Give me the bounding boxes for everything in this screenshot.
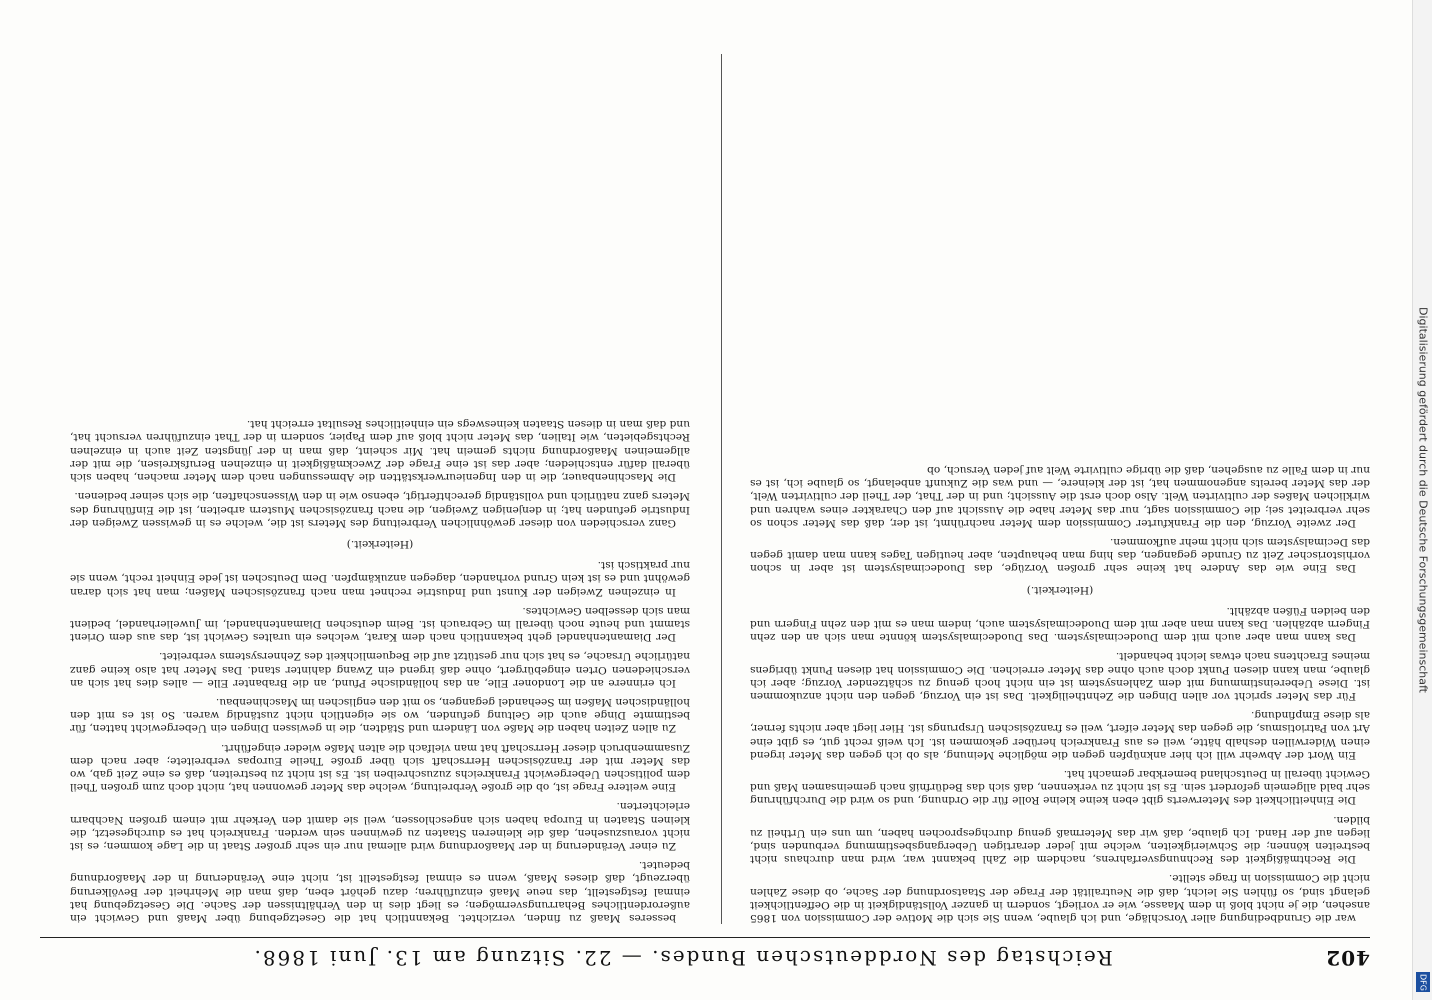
- page-title: Reichstag des Norddeutschen Bundes. — 22. Sitzung am 13. Juni 1868.: [252, 946, 1113, 970]
- paragraph: besseres Maaß zu finden, verzichtet. Bekanntlich hat die Gesetzgebung über Maaß und Gewicht ein außerordentliches Beharrungsvermögen; es liegt dies in den Verhältnissen der Sache. Die Gesetzgebung hat einmal festgestellt, das neue Maaß einzuführen; dazu gehört eben, daß man die Mehrheit der Bevölkerung überzeugt, daß dieses Maaß, wenn es einmal festgestellt ist, nicht eine Veränderung in der Maaßordnung bedeutet.: [70, 859, 690, 924]
- paragraph: Ich erinnere an die Londoner Elle, an das holländische Pfund, an die Brabanter Elle — alles dies hat sich an verschiedenen Orten eingebürgert, ohne daß irgend ein Zwang dahinter stand. Das Meter hat also keine ganz natürliche Ursache, es hat sich nur gestützt auf die Bequemlichkeit des Zehnersystems verbreitet.: [70, 650, 690, 689]
- rotated-page: [40, 38, 1370, 978]
- paragraph: Zu allen Zeiten haben die Maße von Ländern und Städten, die in gewissen Dingen ein Uebergewicht hatten, für bestimmte Dinge auch die Geltung gefunden, wo sie eigentlich nicht zuständig waren. So ist es mit den holländischen Maßen im Seehandel gegangen, so mit den englischen im Maschinenbau.: [70, 695, 690, 735]
- page-header: [40, 937, 1370, 978]
- paragraph: Für das Meter spricht vor allen Dingen die Zehntheiligkeit. Das ist ein Vorzug, gegen den nicht anzukommen ist. Diese Uebereinstimmung mit dem Zahlensystem ist ein nicht hoch genug zu schätzender Vorzug; aber ich glaube, man kann diesen Punkt doch auch ohne das Meter erreichen. Die Commission hat diesen Punkt übrigens meines Erachtens nach etwas leicht behandelt.: [750, 650, 1370, 702]
- paragraph: Ganz verschieden von dieser gewöhnlichen Verbreitung des Meters ist die, welche es in gewissen Zweigen der Industrie gefunden hat; in denjenigen Zweigen, die nach französischen Mustern arbeiten, ist die Einführung des Meters ganz natürlich und vollständig gerechtfertigt, ebenso wie in den Wissenschaften, die sich seiner bedienen.: [70, 490, 690, 529]
- dfg-logo-icon: DFG: [1416, 972, 1430, 992]
- watermark-text: Digitalisierung gefördert durch die Deutsche Forschungsgemeinschaft: [1416, 307, 1430, 693]
- paragraph: Der zweite Vorzug, den die Frankfurter Commission dem Meter nachrühmt, ist der, daß das Meter schon so sehr verbreitet sei; die Commission sagt, nur das Meter habe die Aussicht auf den Charakter eines wahren und wirklichen Maßes der cultivirten Welt. Also doch erst die Aussicht; und in der That, der Theil der cultivirten Welt, der das Meter bereits angenommen hat, ist der kleinere, — und was die Zukunft anbelangt, so glaube ich, ist es nur in dem Falle zu ausgehen, daß die übrige cultivirte Welt auf jeden Versuch, ob: [750, 463, 1370, 529]
- paragraph: Die Rechtmäßigkeit des Rechnungsverfahrens, nachdem die Zahl bekannt war, wird man durchaus nicht bestreiten können; die Schwierigkeiten, welche mit jeder derartigen Uebergangsbestimmung verbunden sind, liegen auf der Hand. Ich glaube, daß wir das Metermaß genug durchgesprochen haben, um uns ein Urtheil zu bilden.: [750, 813, 1370, 866]
- paragraph: In einzelnen Zweigen der Kunst und Industrie rechnet man nach französischen Maßen; man hat sich daran gewöhnt und es ist kein Grund vorhanden, dagegen anzukämpfen. Dem Deutschen ist jede Einheit recht, wenn sie nur praktisch ist.: [70, 559, 690, 598]
- digitization-watermark: [1412, 0, 1432, 1000]
- stage-direction: (Heiterkeit.): [346, 537, 414, 550]
- paragraph: Die Maschinenbauer, die in den Ingenieurwerkstätten die Abmessungen nach dem Meter machen, haben sich überall dafür entschieden; aber das ist eine Frage der Zweckmäßigkeit in einzelnen Berufskreisen, die mit der allgemeinen Maaßordnung nichts gemein hat. Mir scheint, daß man in der jüngsten Zeit auch in einzelnen Rechtsgebieten, wie Italien, das Meter nicht bloß auf dem Papier, sondern in der That einzuführen versucht hat, und daß man in diesen Staaten keineswegs ein einheitliches Resultat erreicht hat.: [70, 418, 690, 484]
- paragraph: Die Einheitlichkeit des Meterwerts gibt eben keine kleine Rolle für die Ordnung, und so wird die Durchführung sehr bald allgemein gefordert sein. Es ist nicht zu verkennen, daß sich das Bedürfniß nach gemeinsamen Maß und Gewicht überall in Deutschland bemerkbar gemacht hat.: [750, 767, 1370, 807]
- paragraph: Das kann man aber auch mit dem Duodecimalsystem. Das Duodecimalsystem könnte man sich an den zehn Fingern abzählen. Das kann man aber mit dem Duodecimalsystem auch, indem man es mit den zehn Fingern und den beiden Füßen abzählt.: [750, 604, 1370, 644]
- right-column: [70, 54, 690, 924]
- column-divider: [721, 54, 722, 924]
- paragraph: Das Eine wie das Andere hat keine sehr großen Vorzüge, das Duodecimalsystem ist aber in schon vorhistorischer Zeit zu Grunde gegangen, das hing man behaupten, aber heutigen Tages kann man damit gegen das Decimalsystem sich nicht mehr aufkommen.: [750, 535, 1370, 575]
- paragraph: Der Diamantenhandel geht bekanntlich nach dem Karat, welches ein uraltes Gewicht ist, das aus dem Orient stammt und heute noch überall im Gebrauch ist. Beim deutschen Diamantenhandel, im Juwelierhandel, bedient man sich desselben Gewichtes.: [70, 604, 690, 644]
- stage-direction: (Heiterkeit.): [1026, 583, 1094, 596]
- left-column: [750, 54, 1370, 924]
- page-number: 402: [1325, 946, 1370, 970]
- paragraph: war die Grundbedingung aller Vorschläge, und ich glaube, wenn Sie sich die Motive der Commission von 1865 ansehen, die je nicht bloß in dem Maasse, wie er vorliegt, sondern in ganzer Vollständigkeit in die Oeffentlichkeit gelangt sind, so fühlen Sie leicht, daß die Neutralität der Frage der Staatsordnung der Sache, ob diese Zahlen nicht die Commission in frage stellte.: [750, 872, 1370, 924]
- paragraph: Ein Wort der Abwehr will ich hier anknüpfen gegen die mögliche Meinung, als ob ich gegen das Meter irgend einen Widerwillen deshalb hätte, weil es aus Frankreich herüber gekommen ist. Ich weiß recht gut, es gibt eine Art von Patriotismus, die gegen das Meter eifert, weil es französischen Ursprungs ist. Hier liegt aber nichts ferner, als diese Empfindung.: [750, 709, 1370, 761]
- paragraph: Eine weitere Frage ist, ob die große Verbreitung, welche das Meter gewonnen hat, nicht doch zum großen Theil dem politischen Uebergewicht Frankreichs zuzuschreiben ist. Es ist nicht zu bestreiten, daß es eine Zeit gab, wo das Meter mit der französischen Herrschaft sich über große Theile Europas verbreitete; aber nach dem Zusammenbruch dieser Herrschaft hat man vielfach die alten Maße wieder eingeführt.: [70, 741, 690, 794]
- paragraph: Zu einer Veränderung in der Maaßordnung wird allemal nur ein sehr großer Staat in die Lage kommen; es ist nicht vorauszusehen, daß die kleineren Staaten zu gewinnen sein werden. Frankreich hat es durchgesetzt, die kleinen Staaten in Europa haben sich angeschlossen, weil sie damit den Verkehr mit einem großen Nachbarn erleichterten.: [70, 800, 690, 852]
